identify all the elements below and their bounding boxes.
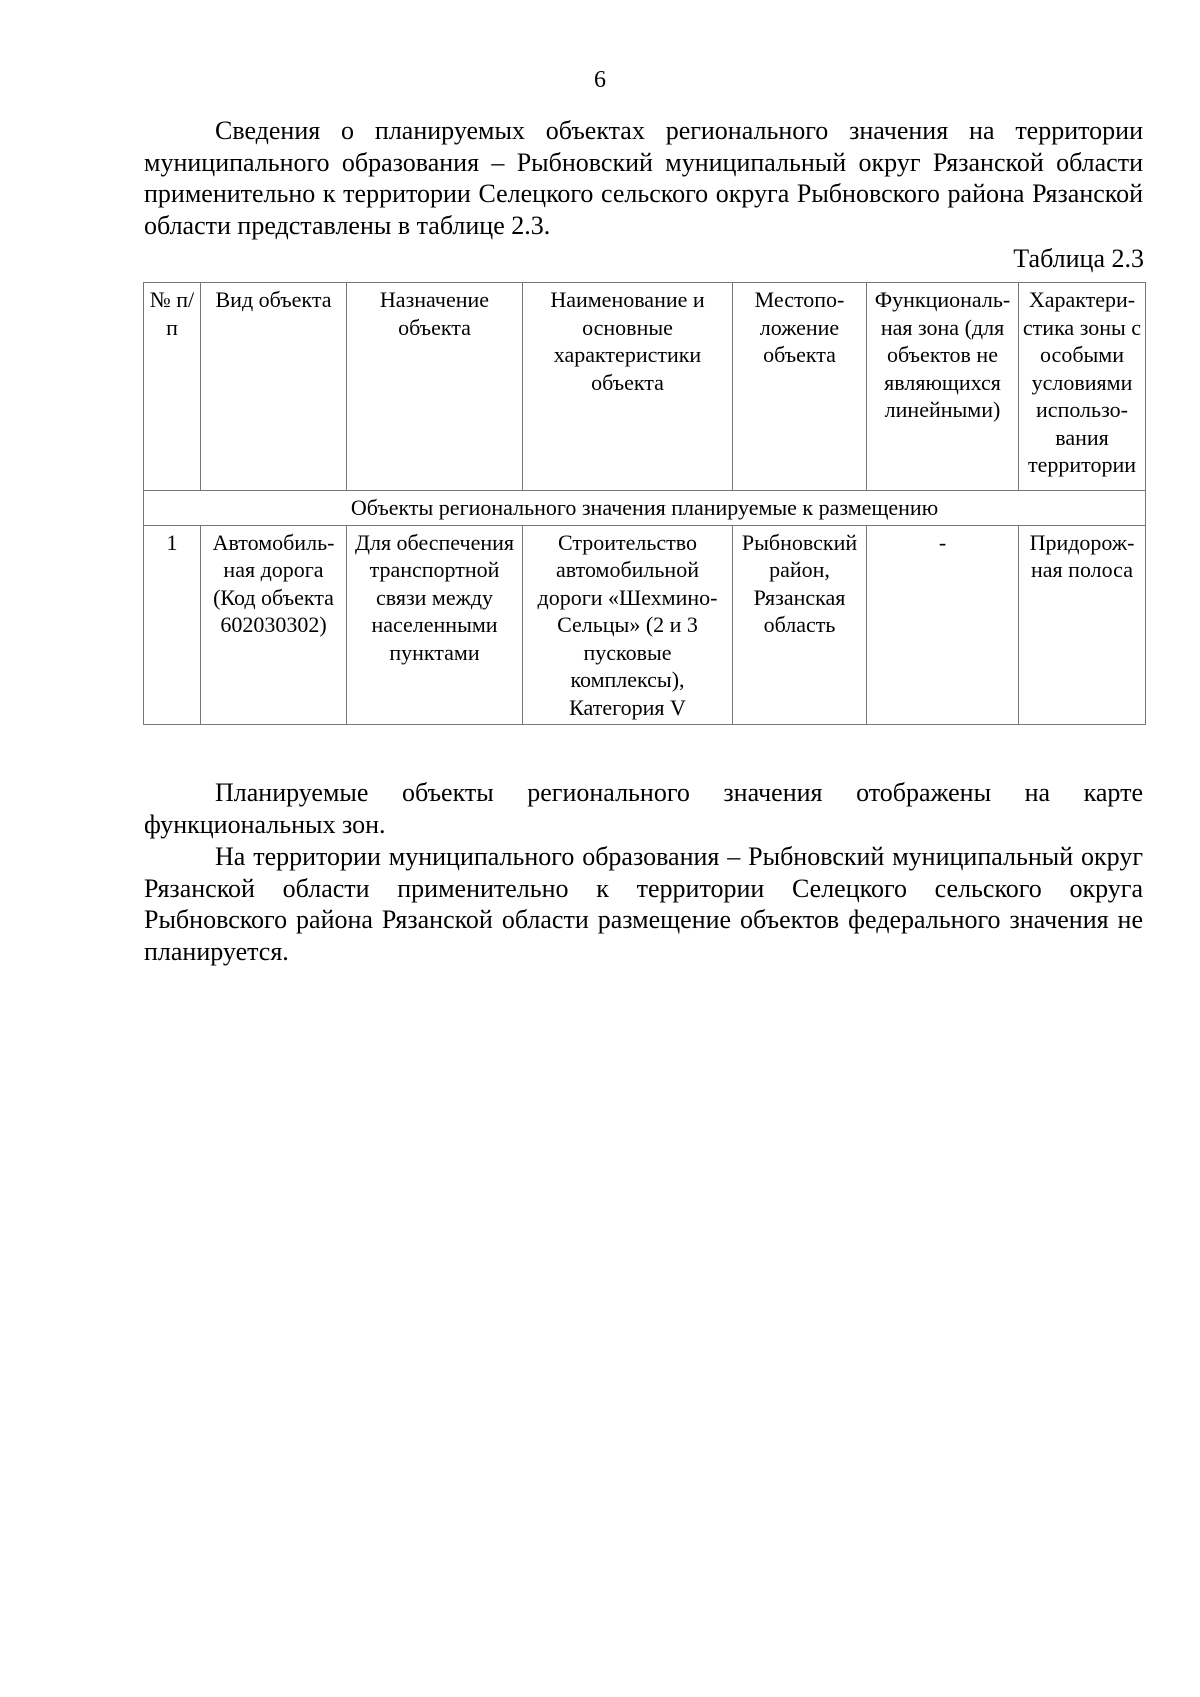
header-purpose: Назначение объекта: [347, 283, 523, 491]
cell-functional-zone: -: [867, 525, 1019, 725]
intro-paragraph: Сведения о планируемых объектах регионального значения на территории муниципального образования – Рыбновский муниципальный округ Рязанской области применительно к территории Селецкого сельского округа Рыбновского района Рязанской области представлены в таблице 2.3.: [144, 116, 1143, 240]
cell-special-zone: Придорож-ная полоса: [1019, 525, 1146, 725]
header-number: № п/п: [144, 283, 201, 491]
header-object-type: Вид объекта: [201, 283, 347, 491]
table-row: [144, 525, 1146, 725]
header-location: Местопо-ложение объекта: [733, 283, 867, 491]
page-number: 6: [594, 67, 606, 93]
planned-objects-table: [143, 282, 1146, 725]
map-reference-paragraph: Планируемые объекты регионального значения отображены на карте функциональных зон.: [144, 778, 1143, 839]
header-functional-zone: Функциональ-ная зона (для объектов не являющихся линейными): [867, 283, 1019, 491]
header-name-characteristics: Наименование и основные характеристики объекта: [523, 283, 733, 491]
cell-location: Рыбновский район, Рязанская область: [733, 525, 867, 725]
cell-object-type: Автомобиль-ная дорога (Код объекта 602030302): [201, 525, 347, 725]
cell-number: 1: [144, 525, 201, 725]
header-special-zone: Характери-стика зоны с особыми условиями использо-вания территории: [1019, 283, 1146, 491]
table-section-row: [144, 491, 1146, 526]
federal-objects-paragraph: На территории муниципального образования – Рыбновский муниципальный округ Рязанской области применительно к территории Селецкого сельского округа Рыбновского района Рязанской области размещение объектов федерального значения не планируется.: [144, 842, 1143, 966]
cell-purpose: Для обеспечения транспортной связи между населенными пунктами: [347, 525, 523, 725]
table-caption: Таблица 2.3: [1013, 244, 1144, 273]
table-header-row: [144, 283, 1146, 491]
section-title: Объекты регионального значения планируемые к размещению: [144, 491, 1146, 526]
cell-name-characteristics: Строительство автомобильной дороги «Шехмино-Сельцы» (2 и 3 пусковые комплексы), Категория V: [523, 525, 733, 725]
